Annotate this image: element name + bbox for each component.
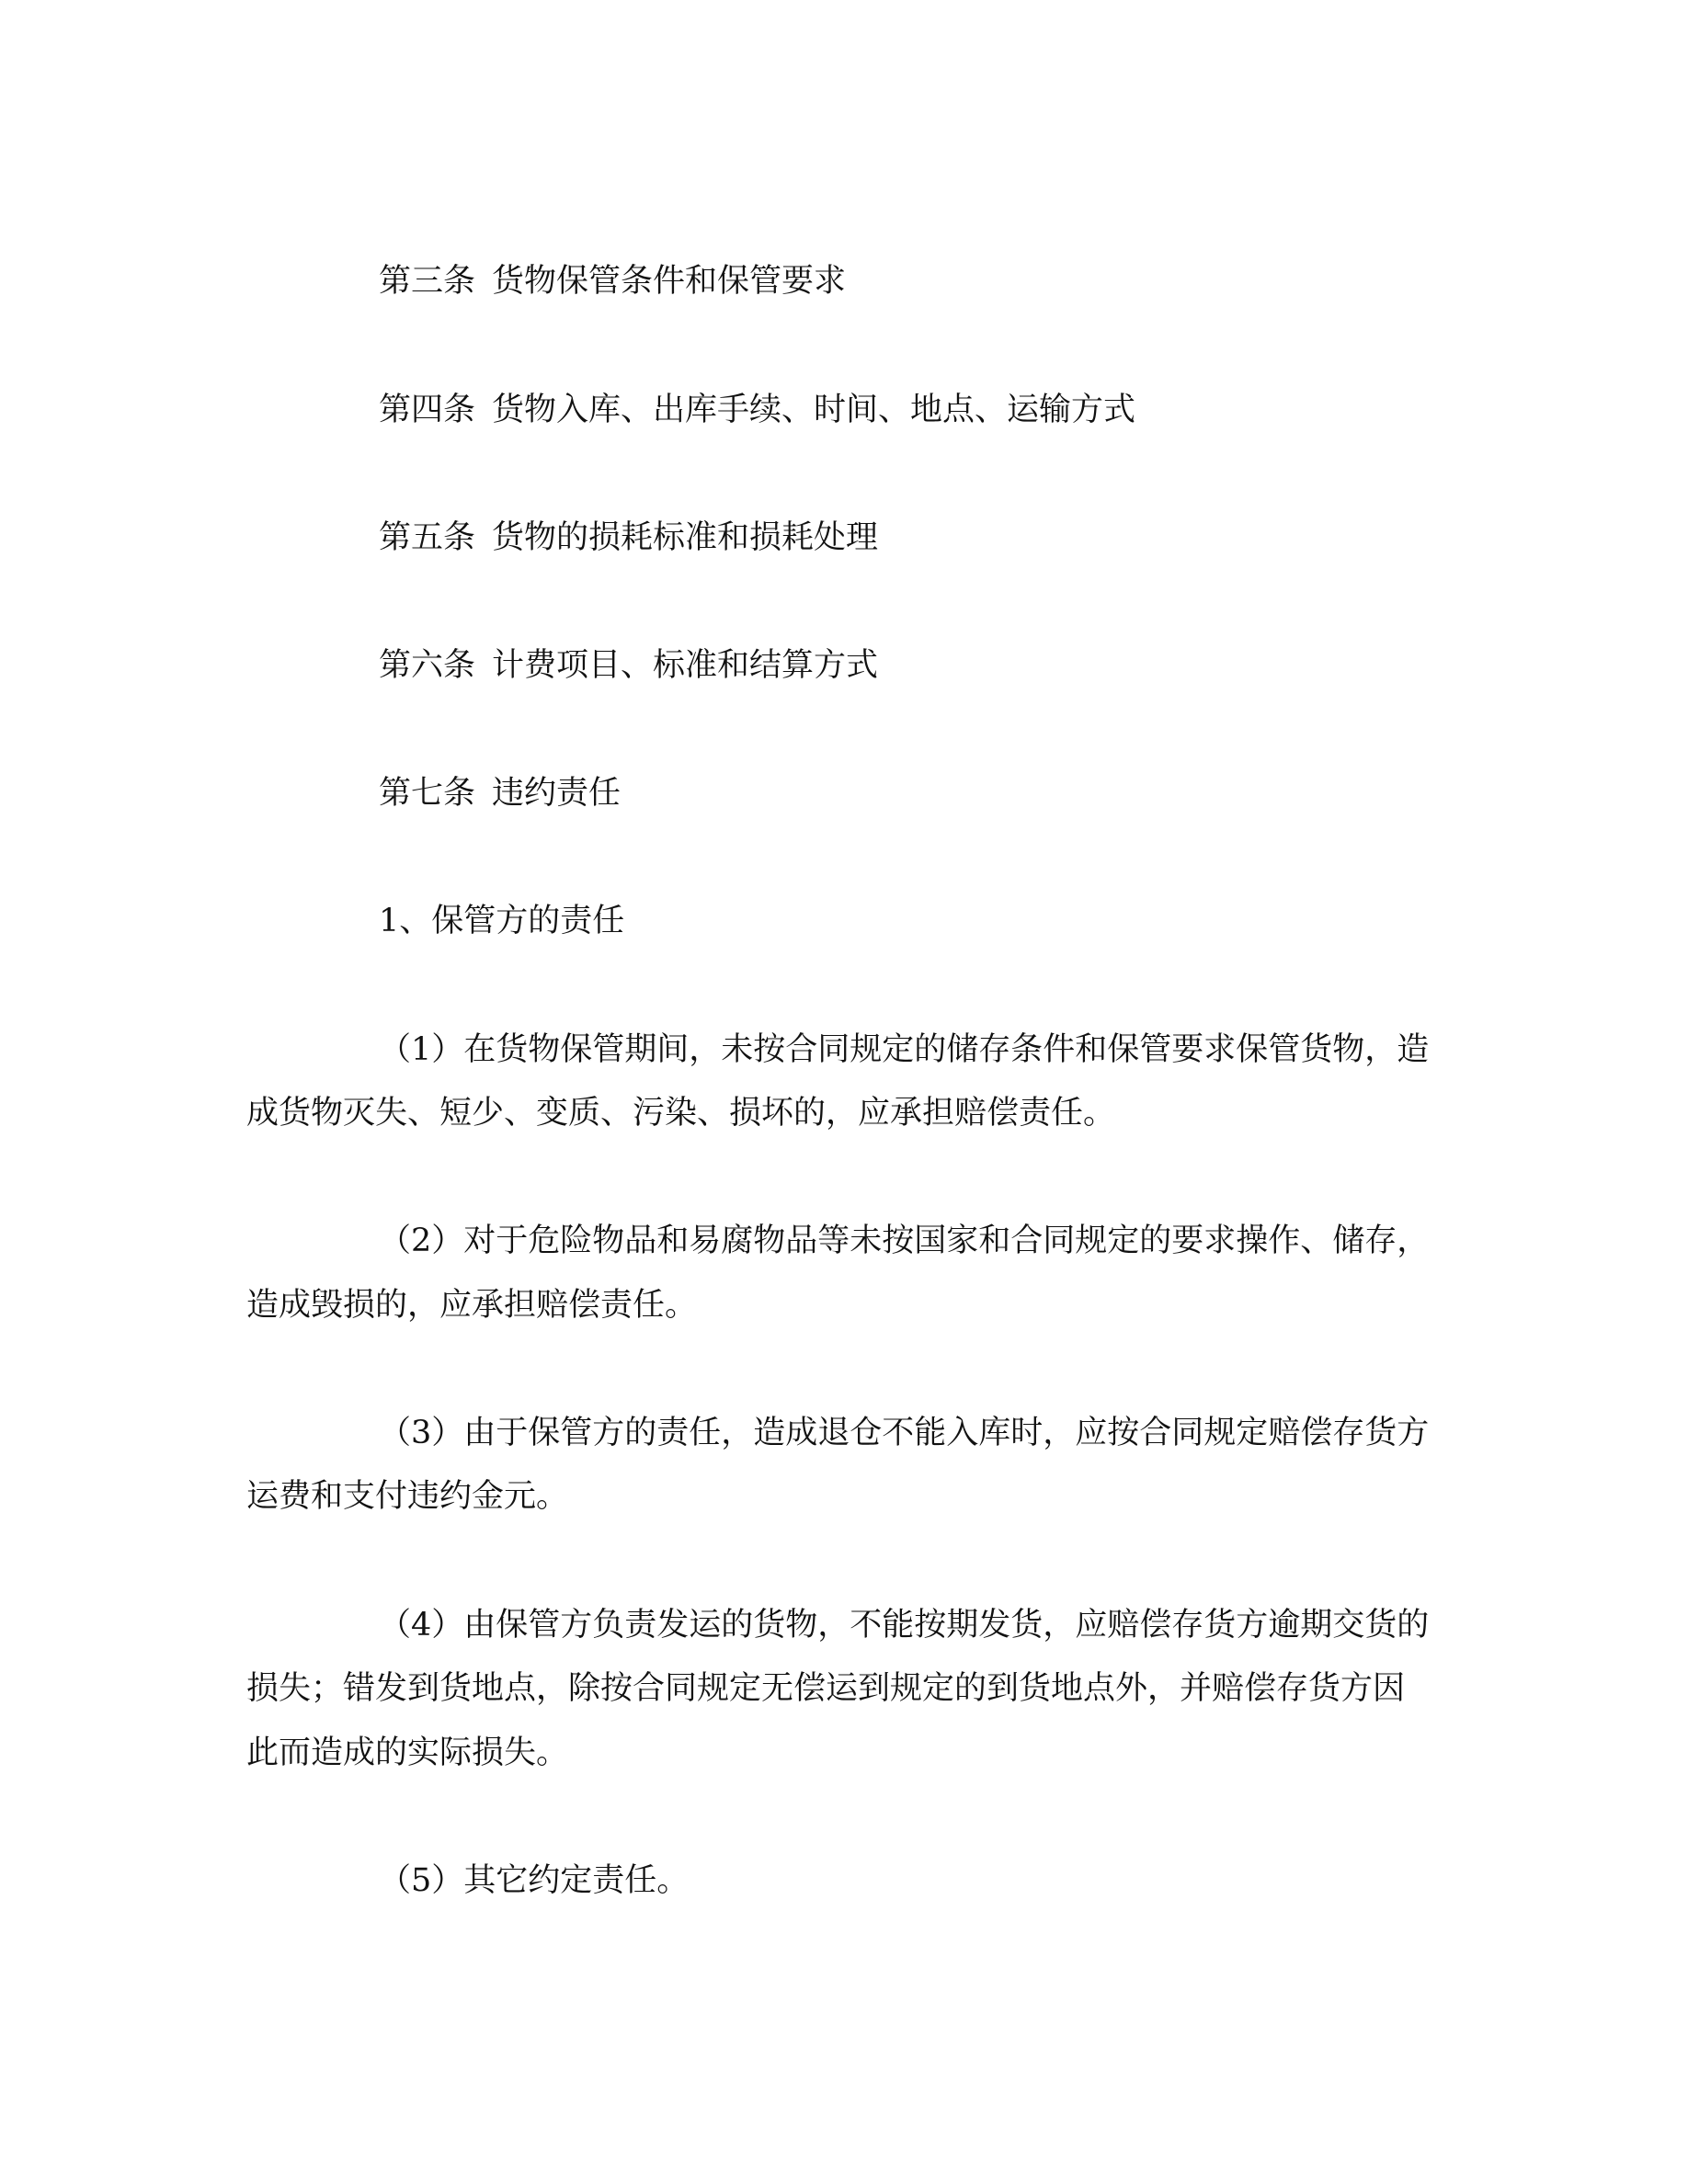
article-heading: [379, 775, 621, 812]
article-heading: [379, 263, 846, 300]
article-heading: [379, 647, 878, 684]
clause-line: 运费和支付违约金元。: [246, 1478, 569, 1515]
article-number: 第七条: [379, 775, 476, 812]
article-heading: [379, 519, 878, 556]
clause-line: 成货物灭失、短少、变质、污染、损坏的，应承担赔偿责任。: [246, 1095, 1116, 1132]
article-title: 货物的损耗标准和损耗处理: [492, 519, 879, 556]
article-title: 计费项目、标准和结算方式: [492, 647, 879, 684]
clause-line: 造成毁损的，应承担赔偿责任。: [246, 1287, 698, 1324]
article-number: 第三条: [379, 263, 476, 300]
clause-line: （3）由于保管方的责任，造成退仓不能入库时，应按合同规定赔偿存货方: [379, 1415, 1430, 1451]
clause-line: （5）其它约定责任。: [379, 1862, 690, 1899]
article-number: 第六条: [379, 647, 476, 684]
clause-line: 此而造成的实际损失。: [246, 1735, 569, 1771]
clause-line: （2）对于危险物品和易腐物品等未按国家和合同规定的要求操作、储存，: [379, 1223, 1430, 1259]
section-heading: 1、保管方的责任: [379, 903, 625, 939]
clause-line: 损失；错发到货地点，除按合同规定无偿运到规定的到货地点外，并赔偿存货方因: [246, 1670, 1406, 1707]
article-number: 第五条: [379, 519, 476, 556]
article-number: 第四条: [379, 392, 476, 428]
article-title: 货物保管条件和保管要求: [492, 263, 847, 300]
article-heading: [379, 392, 1135, 428]
article-title: 违约责任: [492, 775, 622, 812]
article-title: 货物入库、出库手续、时间、地点、运输方式: [492, 392, 1136, 428]
clause-line: （1）在货物保管期间，未按合同规定的储存条件和保管要求保管货物，造: [379, 1031, 1430, 1068]
clause-line: （4）由保管方负责发运的货物，不能按期发货，应赔偿存货方逾期交货的: [379, 1607, 1430, 1644]
